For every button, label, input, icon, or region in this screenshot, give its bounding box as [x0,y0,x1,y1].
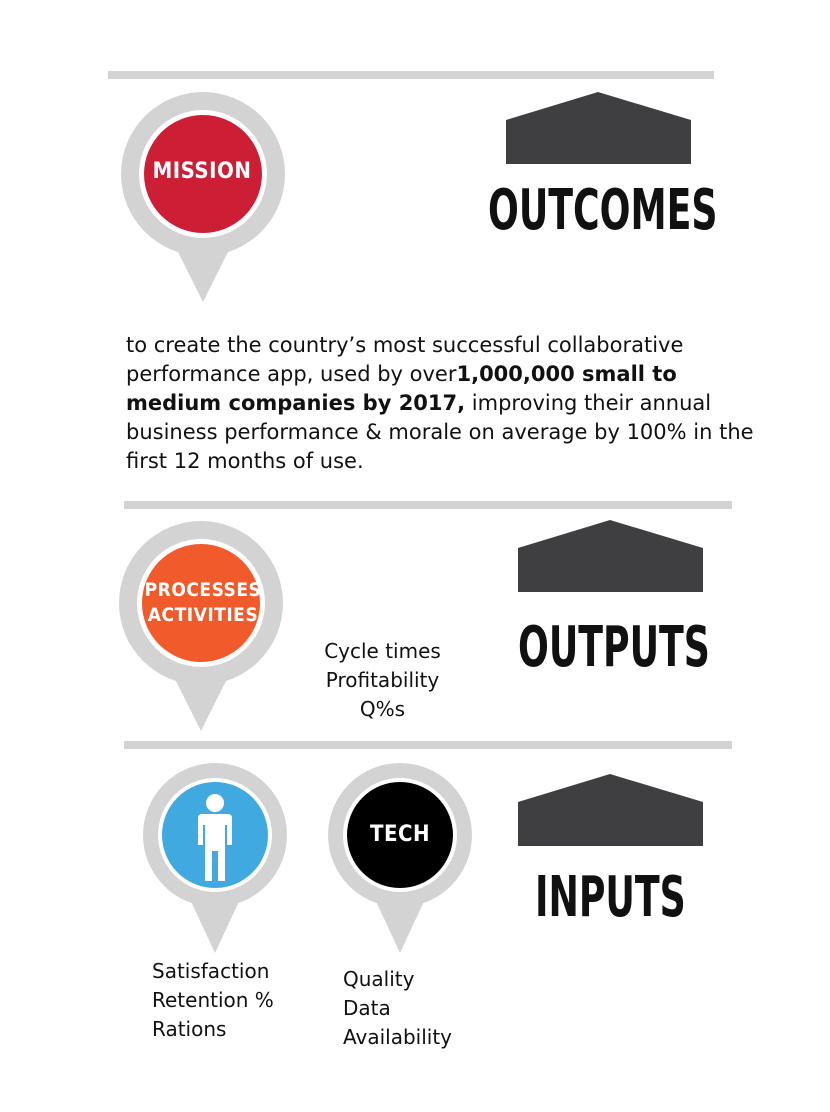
people-pin-icon [140,763,290,955]
outputs-title: OUTPUTS [518,615,710,680]
inputs-title: INPUTS [535,865,686,930]
people-metric-item: Satisfaction [152,959,270,983]
mission-statement-bold: 1,000,000 small to medium companies by 2017, [126,362,677,415]
people-metric-item: Retention % [152,988,274,1012]
people-metrics [152,957,274,1044]
mission-label: MISSION [152,159,252,184]
bottom-divider [124,741,732,749]
outputs-metrics [310,637,455,724]
outputs-metric-item: Profitability [325,668,440,692]
outputs-metric-item: Q%s [359,697,406,721]
middle-divider [124,501,732,509]
processes-label-line1: PROCESSES [144,579,262,601]
outcomes-title: OUTCOMES [488,178,718,243]
mission-statement-part2: improving their annual business performance & morale on average by 100% in the first 12 months of use. [126,391,754,473]
mission-statement-part1: to create the country’s most successful collaborative performance app, used by over [126,333,684,386]
outputs-metric-item: Cycle times [324,639,441,663]
people-metric-item: Rations [152,1017,227,1041]
mission-statement [126,331,766,476]
tech-label: TECH [369,822,431,847]
tech-metrics [343,965,452,1052]
outcomes-house-icon [506,92,691,164]
outputs-house-icon [518,520,703,592]
inputs-house-icon [518,774,703,846]
tech-metric-item: Quality [343,967,415,991]
mission-pin-icon [118,92,288,304]
tech-metric-item: Availability [343,1025,453,1049]
tech-metric-item: Data [343,996,391,1020]
processes-label [141,578,265,628]
processes-label-line2: ACTIVITIES [147,604,259,626]
top-divider [108,71,714,79]
tech-pin-icon [325,763,475,955]
